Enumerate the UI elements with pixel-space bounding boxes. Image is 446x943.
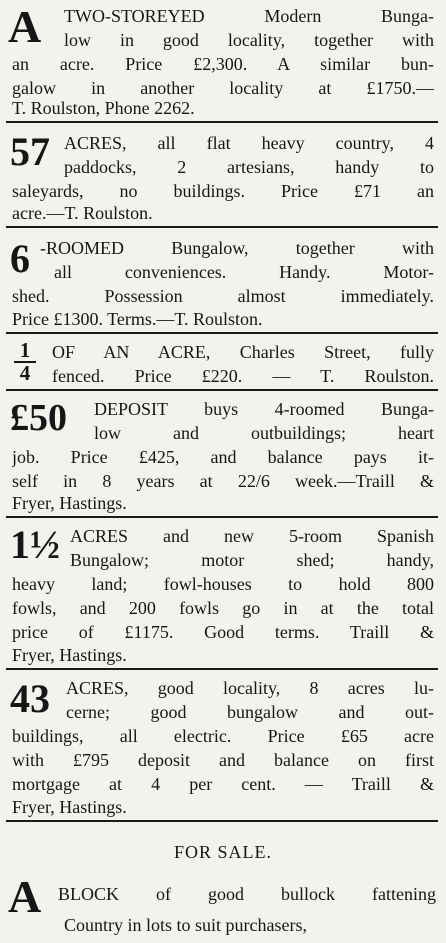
ad-line: an acre. Price £2,300. A similar bun-	[12, 54, 434, 74]
fraction-numerator: 1	[14, 340, 36, 363]
ad-line: Fryer, Hastings.	[12, 645, 127, 665]
ad-line: T. Roulston, Phone 2262.	[12, 98, 195, 118]
ad-line: job. Price £425, and balance pays it-	[12, 447, 434, 467]
drop-initial: £50	[10, 397, 67, 439]
ad-line: low and outbuildings; heart	[94, 423, 434, 443]
ad-line: heavy land; fowl-houses to hold 800	[12, 574, 434, 594]
ad-line: galow in another locality at £1750.—	[12, 78, 434, 98]
ad-line: ACRES, good locality, 8 acres lu-	[66, 678, 434, 698]
classified-ad	[6, 0, 438, 123]
fraction-initial	[14, 340, 36, 384]
ad-line: cerne; good bungalow and out-	[66, 702, 434, 722]
ad-line: ACRES, all flat heavy country, 4	[64, 133, 434, 153]
ad-line: Fryer, Hastings.	[12, 493, 127, 513]
drop-initial: 1½	[10, 522, 60, 567]
ad-line: Fryer, Hastings.	[12, 797, 127, 817]
ad-line: shed. Possession almost immediately.	[12, 286, 434, 306]
classified-ad	[6, 123, 438, 228]
fraction-denominator: 4	[19, 361, 31, 385]
ad-line: price of £1175. Good terms. Traill &	[12, 622, 434, 642]
ad-line: DEPOSIT buys 4-roomed Bunga-	[94, 399, 434, 419]
ad-line: all conveniences. Handy. Motor-	[54, 262, 434, 282]
ad-line: mortgage at 4 per cent. — Traill &	[12, 774, 434, 794]
ad-line: Bungalow; motor shed; handy,	[70, 550, 434, 570]
drop-initial: A	[8, 1, 42, 52]
classified-ad	[6, 228, 438, 334]
ad-line: paddocks, 2 artesians, handy to	[64, 157, 434, 177]
ad-line: BLOCK of good bullock fattening	[58, 884, 436, 904]
ad-line: TWO-STOREYED Modern Bunga-	[64, 6, 434, 26]
ad-line: self in 8 years at 22/6 week.—Traill &	[12, 471, 434, 491]
section-heading: FOR SALE.	[173, 842, 272, 862]
ad-line: OF AN ACRE, Charles Street, fully	[52, 342, 434, 362]
classified-ad	[6, 518, 438, 670]
ad-line: saleyards, no buildings. Price £71 an	[12, 181, 434, 201]
ad-line: low in good locality, together with	[64, 30, 434, 50]
drop-initial: 43	[10, 676, 50, 721]
drop-initial: 6	[10, 236, 30, 281]
classified-ad	[6, 334, 438, 391]
classified-ad	[6, 391, 438, 518]
ad-line: fowls, and 200 fowls go in at the total	[12, 598, 434, 618]
ad-line: buildings, all electric. Price £65 acre	[12, 726, 434, 746]
ad-line: Country in lots to suit purchasers,	[64, 915, 307, 935]
ad-line: acre.—T. Roulston.	[12, 203, 153, 223]
ad-line: ACRES and new 5-room Spanish	[70, 526, 434, 546]
ad-line: -ROOMED Bungalow, together with	[40, 238, 434, 258]
drop-initial: 57	[10, 129, 50, 174]
classified-ad	[6, 670, 438, 822]
ad-line: with £795 deposit and balance on first	[12, 750, 434, 770]
ad-line: fenced. Price £220. — T. Roulston.	[52, 366, 434, 386]
ad-line: Price £1300. Terms.—T. Roulston.	[12, 309, 263, 329]
drop-initial: A	[8, 871, 42, 922]
